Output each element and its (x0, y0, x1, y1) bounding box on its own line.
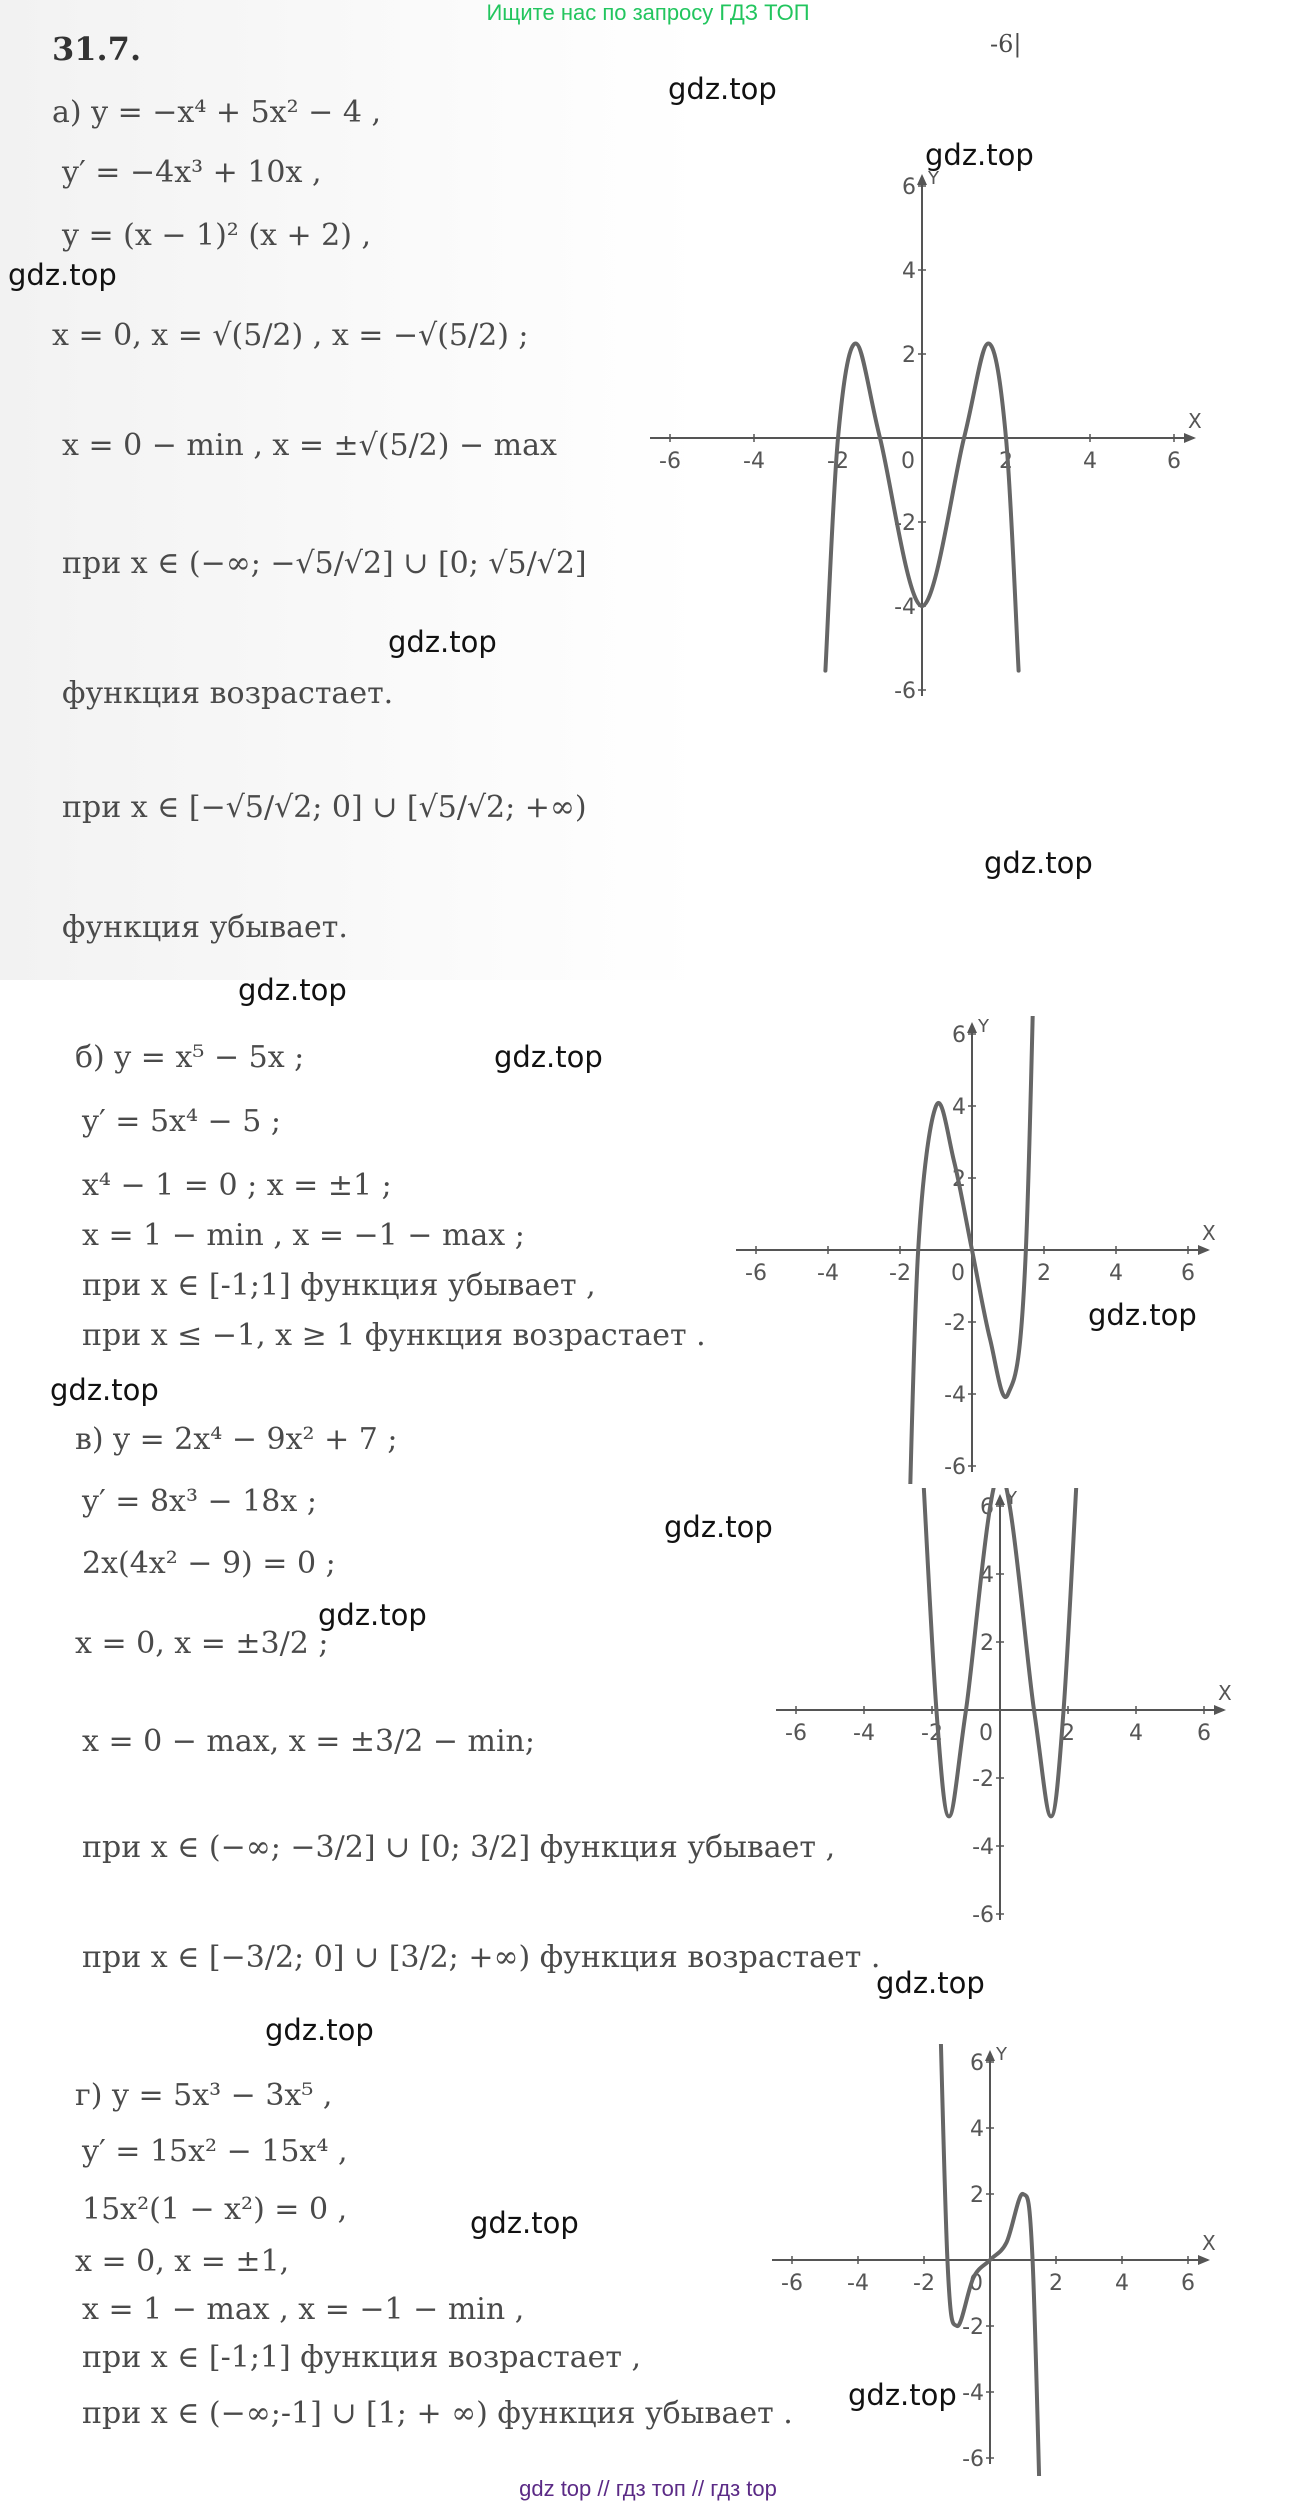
solution-line: б) y = x⁵ − 5x ; (75, 1040, 305, 1075)
watermark: gdz.top (50, 1373, 159, 1407)
solution-line: функция убывает. (62, 910, 348, 945)
x-tick-label: 0 (969, 2271, 983, 2296)
y-tick-label: 6 (952, 1023, 966, 1048)
x-axis-label: X (1202, 1221, 1216, 1245)
graph-part-a (640, 168, 1210, 710)
watermark: gdz.top (470, 2206, 579, 2240)
solution-line: при x ∈ [-1;1] функция возрастает , (82, 2340, 642, 2375)
y-tick-label: 2 (980, 1631, 994, 1656)
x-tick-label: 2 (999, 449, 1013, 474)
y-axis-label: Y (928, 168, 939, 189)
x-tick-label: 0 (979, 1721, 993, 1746)
y-axis-label: Y (978, 1016, 989, 1037)
watermark: gdz.top (318, 1598, 427, 1632)
solution-line: при x ∈ (−∞; −√5/√2] ∪ [0; √5/√2] (62, 546, 587, 581)
solution-line: 15x²(1 − x²) = 0 , (82, 2192, 348, 2227)
x-tick-label: -6 (745, 1261, 767, 1286)
solution-line: в) y = 2x⁴ − 9x² + 7 ; (75, 1422, 398, 1457)
y-tick-label: 4 (970, 2117, 984, 2142)
watermark: gdz.top (664, 1510, 773, 1544)
solution-line: y′ = −4x³ + 10x , (62, 155, 322, 190)
x-tick-label: -4 (853, 1721, 875, 1746)
x-tick-label: 2 (1037, 1261, 1051, 1286)
watermark: gdz.top (668, 72, 777, 106)
x-tick-label: -4 (847, 2271, 869, 2296)
y-tick-label: -6 (962, 2447, 984, 2472)
y-tick-label: -4 (972, 1835, 994, 1860)
graph-part-b (730, 1016, 1240, 1480)
solution-line: при x ∈ (−∞; −3/2] ∪ [0; 3/2] функция убывает , (82, 1830, 836, 1865)
y-tick-label: 2 (902, 343, 916, 368)
x-tick-label: -2 (913, 2271, 935, 2296)
solution-line: x = 0, x = ±1, (75, 2244, 290, 2279)
x-tick-label: -6 (785, 1721, 807, 1746)
y-tick-label: -2 (962, 2315, 984, 2340)
solution-line: y′ = 8x³ − 18x ; (82, 1484, 317, 1519)
y-tick-label: 2 (952, 1167, 966, 1192)
x-axis-arrow (1184, 433, 1196, 443)
watermark: gdz.top (984, 846, 1093, 880)
y-tick-label: -4 (962, 2381, 984, 2406)
x-tick-label: -2 (921, 1721, 943, 1746)
task-number: 31.7. (52, 30, 142, 68)
watermark: gdz.top (876, 1966, 985, 2000)
solution-line: при x ∈ [−3/2; 0] ∪ [3/2; +∞) функция возрастает . (82, 1940, 881, 1975)
solution-line: при x ≤ −1, x ≥ 1 функция возрастает . (82, 1318, 706, 1353)
footer-links[interactable]: gdz top // гдз топ // гдз top (519, 2476, 777, 2501)
y-tick-label: 6 (902, 175, 916, 200)
solution-line: x = 0 − max, x = ±3/2 − min; (82, 1724, 535, 1759)
solution-line: y = (x − 1)² (x + 2) , (62, 218, 372, 253)
y-tick-label: -4 (894, 595, 916, 620)
x-tick-label: -4 (817, 1261, 839, 1286)
y-tick-label: 6 (980, 1495, 994, 1520)
solution-line: x = 0, x = ±3/2 ; (75, 1626, 329, 1661)
y-tick-label: 6 (970, 2051, 984, 2076)
solution-line: x = 0, x = √(5/2) , x = −√(5/2) ; (52, 318, 529, 353)
solution-line: а) y = −x⁴ + 5x² − 4 , (52, 95, 381, 130)
solution-line: x = 0 − min , x = ±√(5/2) − max (62, 428, 557, 463)
x-tick-label: 4 (1109, 1261, 1123, 1286)
x-tick-label: 0 (951, 1261, 965, 1286)
y-tick-label: 2 (970, 2183, 984, 2208)
y-tick-label: 4 (902, 259, 916, 284)
y-axis-arrow (985, 2050, 995, 2061)
solution-line: г) y = 5x³ − 3x⁵ , (75, 2078, 333, 2113)
y-tick-label: -2 (894, 511, 916, 536)
y-tick-label: -2 (972, 1767, 994, 1792)
x-tick-label: 2 (1061, 1721, 1075, 1746)
scan-shading (0, 0, 700, 980)
x-axis-arrow (1198, 2255, 1210, 2265)
x-tick-label: 6 (1167, 449, 1181, 474)
x-tick-label: 6 (1197, 1721, 1211, 1746)
x-tick-label: 4 (1083, 449, 1097, 474)
x-tick-label: -2 (889, 1261, 911, 1286)
y-axis-label: Y (996, 2044, 1007, 2065)
search-hint-banner[interactable]: Ищите нас по запросу ГДЗ ТОП (486, 0, 810, 25)
y-tick-label: -4 (944, 1383, 966, 1408)
margin-mark: -6| (990, 30, 1022, 58)
y-axis-arrow (917, 174, 927, 185)
graph-part-g (750, 2044, 1240, 2472)
y-axis-arrow (995, 1494, 1005, 1505)
solution-line: y′ = 15x² − 15x⁴ , (82, 2134, 348, 2169)
y-tick-label: 4 (952, 1095, 966, 1120)
watermark: gdz.top (265, 2013, 374, 2047)
watermark: gdz.top (8, 258, 117, 292)
y-tick-label: -6 (972, 1903, 994, 1928)
solution-line: x = 1 − max , x = −1 − min , (82, 2292, 525, 2327)
x-tick-label: -4 (743, 449, 765, 474)
x-tick-label: -6 (659, 449, 681, 474)
y-axis-arrow (967, 1022, 977, 1033)
x-tick-label: 4 (1115, 2271, 1129, 2296)
x-axis-arrow (1198, 1245, 1210, 1255)
y-tick-label: 4 (980, 1563, 994, 1588)
y-axis-label: Y (1006, 1488, 1017, 1509)
y-tick-label: -6 (944, 1455, 966, 1480)
solution-line: x⁴ − 1 = 0 ; x = ±1 ; (82, 1168, 392, 1203)
x-tick-label: -2 (827, 449, 849, 474)
watermark: gdz.top (238, 973, 347, 1007)
x-tick-label: 6 (1181, 2271, 1195, 2296)
x-axis-label: X (1188, 409, 1202, 433)
solution-line: при x ∈ [-1;1] функция убывает , (82, 1268, 596, 1303)
graph-part-v (760, 1490, 1250, 1930)
solution-line: 2x(4x² − 9) = 0 ; (82, 1546, 336, 1581)
watermark: gdz.top (925, 138, 1034, 172)
x-axis-label: X (1202, 2231, 1216, 2255)
function-curve (907, 591, 1042, 1606)
y-tick-label: -6 (894, 679, 916, 704)
watermark: gdz.top (388, 625, 497, 659)
x-tick-label: 6 (1181, 1261, 1195, 1286)
watermark: gdz.top (1088, 1298, 1197, 1332)
solution-line: функция возрастает. (62, 676, 394, 711)
x-axis-label: X (1218, 1681, 1232, 1705)
x-axis-arrow (1214, 1705, 1226, 1715)
x-tick-label: 4 (1129, 1721, 1143, 1746)
y-tick-label: -2 (944, 1311, 966, 1336)
x-tick-label: 2 (1049, 2271, 1063, 2296)
watermark: gdz.top (848, 2378, 957, 2412)
solution-line: при x ∈ (−∞;-1] ∪ [1; + ∞) функция убывает . (82, 2396, 793, 2431)
solution-line: при x ∈ [−√5/√2; 0] ∪ [√5/√2; +∞) (62, 790, 587, 825)
watermark: gdz.top (494, 1040, 603, 1074)
solution-line: x = 1 − min , x = −1 − max ; (82, 1218, 525, 1253)
x-tick-label: 0 (901, 449, 915, 474)
solution-line: y′ = 5x⁴ − 5 ; (82, 1104, 281, 1139)
x-tick-label: -6 (781, 2271, 803, 2296)
